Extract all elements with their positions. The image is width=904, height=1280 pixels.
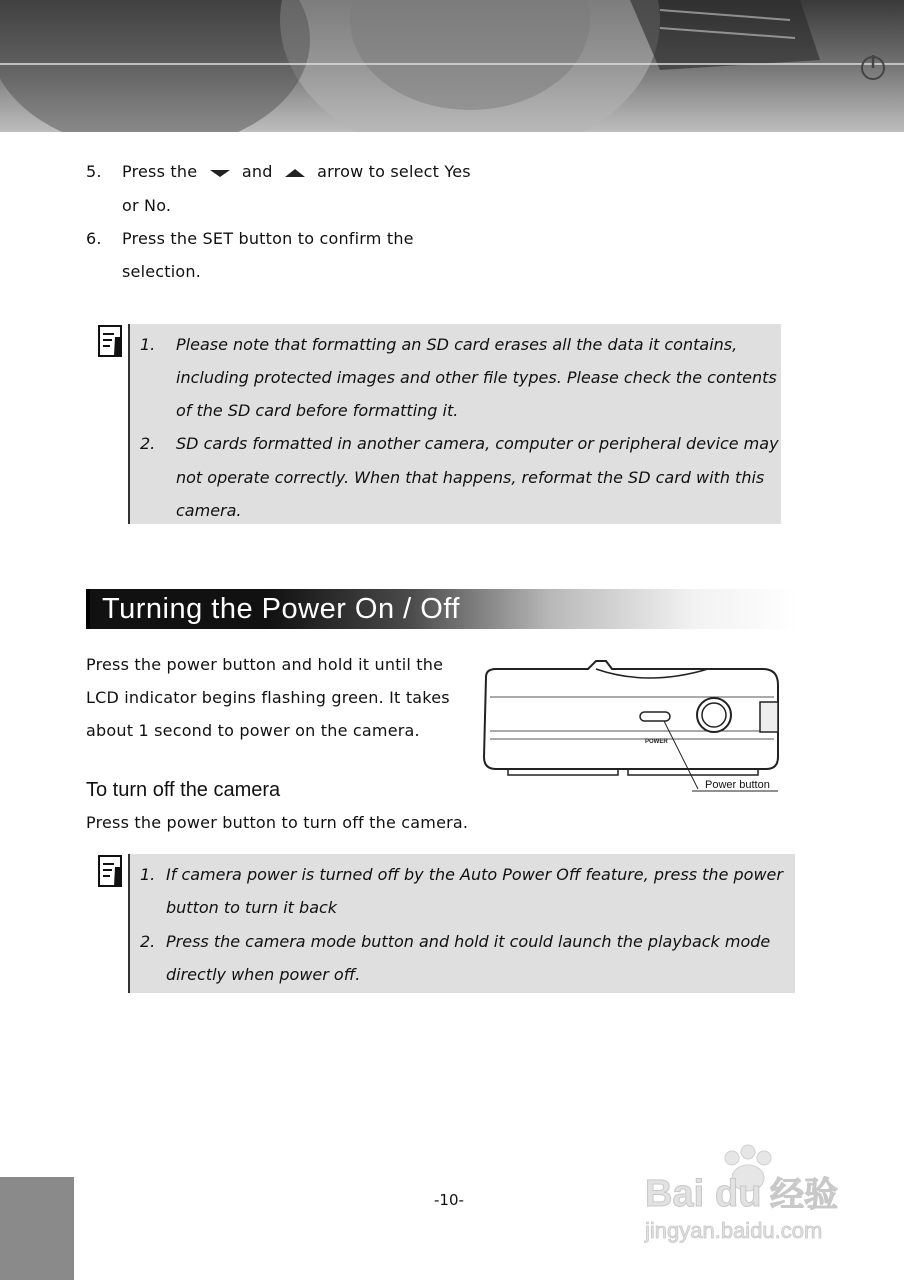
note-line: of the SD card before formatting it.	[176, 401, 459, 420]
power-on-text: about 1 second to power on the camera.	[86, 721, 420, 740]
step-6-text: Press the SET button to confirm the	[122, 229, 414, 248]
page-edge-tab	[0, 1177, 74, 1280]
note-line: not operate correctly. When that happens, reformat the SD card with this	[176, 468, 765, 487]
lcd-indicator	[640, 712, 670, 721]
note-line: including protected images and other file types. Please check the contents	[176, 368, 777, 387]
down-arrow-icon	[209, 168, 231, 178]
up-arrow-icon	[284, 168, 306, 178]
note-line: button to turn it back	[166, 898, 338, 917]
note-box-format	[128, 324, 781, 524]
note-line: Please note that formatting an SD card erases all the data it contains,	[176, 335, 738, 354]
step-number: 5.	[86, 162, 102, 181]
note-icon	[98, 325, 126, 359]
page-number: -10-	[434, 1191, 464, 1209]
note-line: SD cards formatted in another camera, computer or peripheral device may	[176, 434, 779, 453]
svg-text:经验: 经验	[770, 1175, 838, 1215]
step-5-part: and	[241, 162, 273, 181]
note-item-number: 2.	[140, 932, 156, 951]
note-item-number: 1.	[140, 865, 156, 884]
svg-text:Bai: Bai	[645, 1173, 705, 1215]
note-line: Press the camera mode button and hold it could launch the playback mode	[166, 932, 771, 951]
power-label: POWER	[645, 739, 668, 745]
note-item-number: 1.	[140, 335, 156, 354]
section-heading-bar	[86, 589, 800, 629]
note-box-power	[128, 854, 795, 993]
svg-text:du: du	[715, 1173, 762, 1215]
baidu-watermark-logo	[640, 1140, 890, 1250]
note-line: camera.	[176, 501, 242, 520]
note-icon	[98, 855, 126, 889]
step-5-text	[122, 162, 471, 182]
camera-top-view-figure	[478, 657, 788, 797]
power-on-text: LCD indicator begins flashing green. It takes	[86, 688, 450, 707]
step-6-line2: selection.	[122, 262, 201, 281]
note-line: If camera power is turned off by the Auto Power Off feature, press the power	[166, 865, 783, 884]
power-off-text: Press the power button to turn off the camera.	[86, 813, 469, 832]
power-on-text: Press the power button and hold it until the	[86, 655, 444, 674]
step-5-part: arrow to select Yes	[317, 162, 471, 181]
header-banner	[0, 0, 904, 132]
step-5-line2: or No.	[122, 196, 172, 215]
note-item-number: 2.	[140, 434, 156, 453]
section-title: Turning the Power On / Off	[102, 593, 460, 625]
step-number: 6.	[86, 229, 102, 248]
svg-text:jingyan.baidu.com: jingyan.baidu.com	[645, 1218, 823, 1243]
power-off-heading: To turn off the camera	[86, 779, 281, 801]
note-line: directly when power off.	[166, 965, 361, 984]
step-5-part: Press the	[122, 162, 198, 181]
power-button-callout: Power button	[705, 779, 770, 791]
camera-photo-banner	[0, 0, 904, 132]
